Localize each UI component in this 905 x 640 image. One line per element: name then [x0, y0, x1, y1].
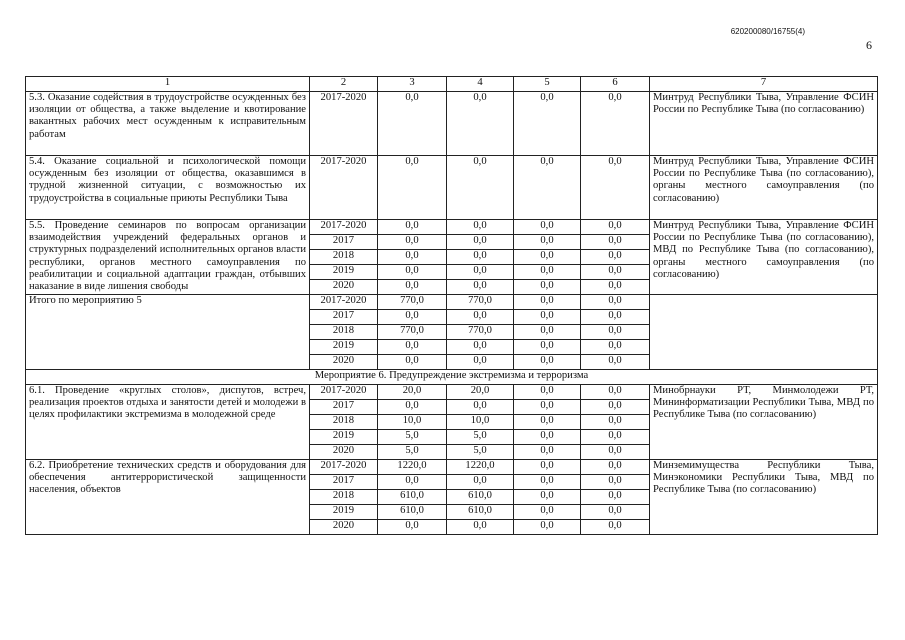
value-cell: 610,0: [378, 505, 447, 520]
value-cell: 0,0: [447, 235, 514, 250]
value-cell: 0,0: [581, 310, 650, 325]
value-cell: 0,0: [581, 92, 650, 156]
value-cell: 0,0: [378, 310, 447, 325]
value-cell: 0,0: [447, 355, 514, 370]
value-cell: 0,0: [581, 445, 650, 460]
value-cell: 0,0: [581, 295, 650, 310]
column-header: 1: [26, 77, 310, 92]
section-title: Мероприятие 6. Предупреждение экстремизма и терроризма: [26, 370, 878, 385]
table-row: [26, 460, 878, 475]
value-cell: 0,0: [378, 220, 447, 235]
value-cell: 0,0: [514, 475, 581, 490]
period-cell: 2017-2020: [310, 460, 378, 475]
period-cell: 2018: [310, 325, 378, 340]
value-cell: 1220,0: [447, 460, 514, 475]
value-cell: 0,0: [514, 310, 581, 325]
value-cell: 0,0: [447, 475, 514, 490]
column-header: 7: [650, 77, 878, 92]
value-cell: 0,0: [581, 235, 650, 250]
value-cell: 0,0: [581, 355, 650, 370]
value-cell: 0,0: [514, 92, 581, 156]
value-cell: 0,0: [581, 400, 650, 415]
value-cell: 0,0: [514, 265, 581, 280]
value-cell: 0,0: [581, 325, 650, 340]
value-cell: 5,0: [378, 430, 447, 445]
value-cell: 0,0: [378, 235, 447, 250]
responsible-executor: Минтруд Республики Тыва, Управление ФСИН России по Республике Тыва (по согласованию), органы местного самоуправления (по согласованию): [650, 156, 878, 220]
value-cell: 0,0: [514, 520, 581, 535]
value-cell: 0,0: [447, 280, 514, 295]
value-cell: 0,0: [378, 280, 447, 295]
value-cell: 0,0: [514, 445, 581, 460]
document-code: 620200080/16755(4): [730, 27, 805, 36]
value-cell: 5,0: [378, 445, 447, 460]
value-cell: 610,0: [447, 490, 514, 505]
value-cell: 0,0: [447, 520, 514, 535]
column-header: 2: [310, 77, 378, 92]
value-cell: 770,0: [447, 325, 514, 340]
value-cell: 0,0: [447, 400, 514, 415]
value-cell: 770,0: [378, 325, 447, 340]
value-cell: 0,0: [581, 430, 650, 445]
value-cell: 0,0: [378, 355, 447, 370]
column-header: 3: [378, 77, 447, 92]
value-cell: 0,0: [514, 340, 581, 355]
responsible-executor: Минобрнауки РТ, Минмолодежи РТ, Мининформатизации Республики Тыва, МВД по Республике Тыва (по согласованию): [650, 385, 878, 460]
value-cell: 0,0: [378, 400, 447, 415]
value-cell: 0,0: [581, 505, 650, 520]
table-row: [26, 385, 878, 400]
value-cell: 0,0: [447, 220, 514, 235]
value-cell: 0,0: [447, 265, 514, 280]
value-cell: 0,0: [514, 325, 581, 340]
value-cell: 0,0: [514, 505, 581, 520]
period-cell: 2017-2020: [310, 385, 378, 400]
table-body: [26, 77, 878, 535]
header-row: [26, 77, 878, 92]
activity-description: 6.1. Проведение «круглых столов», диспутов, встреч, реализация проектов отдыха и занятости детей и молодежи в целях профилактики экстремизма в молодежной среде: [26, 385, 310, 460]
period-cell: 2020: [310, 520, 378, 535]
period-cell: 2019: [310, 430, 378, 445]
value-cell: 0,0: [514, 430, 581, 445]
value-cell: 0,0: [447, 92, 514, 156]
value-cell: 0,0: [378, 265, 447, 280]
value-cell: 0,0: [581, 520, 650, 535]
period-cell: 2020: [310, 445, 378, 460]
table-row: [26, 295, 878, 310]
value-cell: 1220,0: [378, 460, 447, 475]
value-cell: 0,0: [447, 156, 514, 220]
value-cell: 0,0: [378, 520, 447, 535]
activity-description: Итого по мероприятию 5: [26, 295, 310, 370]
period-cell: 2019: [310, 505, 378, 520]
value-cell: 0,0: [581, 340, 650, 355]
value-cell: 0,0: [514, 235, 581, 250]
value-cell: 0,0: [514, 460, 581, 475]
responsible-executor: Минземимущества Республики Тыва, Минэкономики Республики Тыва, МВД по Республике Тыва (по согласованию): [650, 460, 878, 535]
responsible-executor: [650, 295, 878, 370]
value-cell: 0,0: [581, 156, 650, 220]
section-row: [26, 370, 878, 385]
value-cell: 0,0: [514, 415, 581, 430]
period-cell: 2017: [310, 235, 378, 250]
value-cell: 0,0: [514, 220, 581, 235]
value-cell: 0,0: [447, 310, 514, 325]
value-cell: 0,0: [514, 355, 581, 370]
period-cell: 2018: [310, 415, 378, 430]
activity-description: 6.2. Приобретение технических средств и оборудования для обеспечения антитеррористической защищенности населения, объектов: [26, 460, 310, 535]
period-cell: 2018: [310, 490, 378, 505]
value-cell: 0,0: [378, 340, 447, 355]
period-cell: 2017-2020: [310, 92, 378, 156]
value-cell: 0,0: [514, 280, 581, 295]
value-cell: 0,0: [581, 415, 650, 430]
period-cell: 2017: [310, 400, 378, 415]
page-number: 6: [866, 38, 872, 52]
value-cell: 610,0: [447, 505, 514, 520]
column-header: 5: [514, 77, 581, 92]
value-cell: 0,0: [514, 250, 581, 265]
table-row: [26, 92, 878, 156]
value-cell: 0,0: [581, 280, 650, 295]
value-cell: 0,0: [378, 156, 447, 220]
value-cell: 5,0: [447, 430, 514, 445]
value-cell: 0,0: [581, 250, 650, 265]
value-cell: 0,0: [581, 265, 650, 280]
period-cell: 2018: [310, 250, 378, 265]
period-cell: 2019: [310, 340, 378, 355]
value-cell: 0,0: [378, 92, 447, 156]
table-row: [26, 220, 878, 235]
value-cell: 0,0: [581, 220, 650, 235]
period-cell: 2020: [310, 355, 378, 370]
value-cell: 770,0: [447, 295, 514, 310]
activity-description: 5.3. Оказание содействия в трудоустройстве осужденных без изоляции от общества, а также выделение и квотирование вакантных рабочих мест осужденным к исправительным работам: [26, 92, 310, 156]
activity-description: 5.5. Проведение семинаров по вопросам организации взаимодействия учреждений федеральных органов и структурных подразделений исполнительных органов власти республики, органов местного самоуправления по реабилитации и социальной адаптации граждан, отбывших наказание в виде лишения свободы: [26, 220, 310, 295]
value-cell: 0,0: [581, 475, 650, 490]
period-cell: 2017: [310, 475, 378, 490]
period-cell: 2017-2020: [310, 295, 378, 310]
value-cell: 0,0: [447, 250, 514, 265]
value-cell: 20,0: [378, 385, 447, 400]
value-cell: 0,0: [581, 385, 650, 400]
value-cell: 10,0: [378, 415, 447, 430]
responsible-executor: Минтруд Республики Тыва, Управление ФСИН России по Республике Тыва (по согласованию): [650, 92, 878, 156]
period-cell: 2017-2020: [310, 220, 378, 235]
value-cell: 0,0: [514, 400, 581, 415]
responsible-executor: Минтруд Республики Тыва, Управление ФСИН России по Республике Тыва (по согласованию), МВД по Республике Тыва (по согласованию), органы местного самоуправления (по согласованию): [650, 220, 878, 295]
value-cell: 610,0: [378, 490, 447, 505]
value-cell: 5,0: [447, 445, 514, 460]
value-cell: 0,0: [514, 490, 581, 505]
value-cell: 0,0: [514, 385, 581, 400]
value-cell: 0,0: [447, 340, 514, 355]
program-table: [25, 76, 878, 535]
period-cell: 2020: [310, 280, 378, 295]
value-cell: 0,0: [514, 156, 581, 220]
column-header: 4: [447, 77, 514, 92]
value-cell: 10,0: [447, 415, 514, 430]
table-row: [26, 156, 878, 220]
value-cell: 770,0: [378, 295, 447, 310]
column-header: 6: [581, 77, 650, 92]
activity-description: 5.4. Оказание социальной и психологической помощи осужденным без изоляции от общества, оказавшимся в трудной жизненной ситуации, с возможностью их трудоустройства в социальные приюты Республики Тыва: [26, 156, 310, 220]
value-cell: 0,0: [378, 250, 447, 265]
value-cell: 0,0: [581, 460, 650, 475]
period-cell: 2017: [310, 310, 378, 325]
value-cell: 0,0: [581, 490, 650, 505]
period-cell: 2017-2020: [310, 156, 378, 220]
value-cell: 0,0: [378, 475, 447, 490]
period-cell: 2019: [310, 265, 378, 280]
value-cell: 0,0: [514, 295, 581, 310]
value-cell: 20,0: [447, 385, 514, 400]
